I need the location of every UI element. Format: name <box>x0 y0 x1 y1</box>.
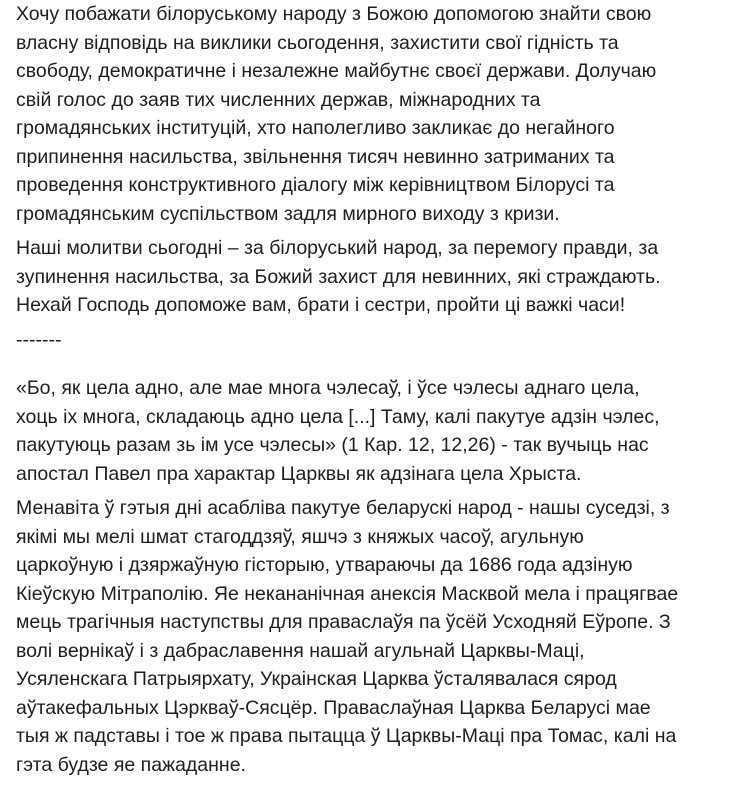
text-line: гэта будзе яе пажаданне. <box>16 753 246 776</box>
text-line: пакутуюць разам зь ім усе чэлесы» (1 Кар. 12, 12,26) - так вучыць нас <box>16 434 649 456</box>
paragraph-belarusian-quote <box>16 374 744 488</box>
text-line: свій голос до заяв тих численних держав, міжнародних та <box>16 88 541 111</box>
paragraph-ukrainian-wishes <box>16 0 744 228</box>
text-line: громадянським суспільством задля мирного виходу з кризи. <box>16 202 560 225</box>
text-line: зупинення насильства, за Божий захист для невинних, які страждають. <box>16 265 661 288</box>
text-line: тыя ж падставы і тое ж права пытацца ў Царквы-Маці пра Томас, калі на <box>16 725 677 747</box>
text-line: Менавіта ў гэтыя дні асабліва пакутуе беларускі народ - нашы суседзі, з <box>16 497 670 519</box>
post-body <box>16 0 744 785</box>
text-line: громадянських інституцій, хто наполегливо закликає до негайного <box>16 117 615 139</box>
text-line: якімі мы мелі шмат стагоддзяў, яшчэ з княжых часоў, агульную <box>16 525 584 548</box>
text-line: апостал Павел пра характар Царквы як адзінага цела Хрыста. <box>16 462 582 485</box>
text-line: аўтакефальных Цэркваў-Сясцёр. Праваслаўная Царква Беларусі мае <box>16 696 651 719</box>
text-line: «Бо, як цела адно, але мае многа чэлесаў, і ўсе чэлесы аднаго цела, <box>16 377 640 399</box>
text-line: проведення конструктивного діалогу між керівництвом Білорусі та <box>16 174 615 196</box>
text-line: хоць іх многа, складаюць адно цела [...] Таму, калі пакутуе адзін чэлес, <box>16 405 660 428</box>
text-line: царкоўную і дзяржаўную гісторыю, утвараючы да 1686 года адзіную <box>16 554 633 576</box>
paragraph-prayers <box>16 234 744 320</box>
text-line: свободу, демократичне і незалежне майбутнє своєї держави. Долучаю <box>16 60 657 82</box>
text-line: Усяленскага Патрыярхату, Украінская Царква ўсталявалася сярод <box>16 668 617 690</box>
separator <box>16 326 744 355</box>
text-line: мець трагічныя наступствы для праваслаўя па ўсёй Усходняй Еўропе. З <box>16 611 671 633</box>
separator-line: ------- <box>16 328 62 351</box>
paragraph-belarusian-church <box>16 494 744 779</box>
text-line: Хочу побажати білоруському народу з Божою допомогою знайти свою <box>16 3 652 25</box>
text-line: власну відповідь на виклики сьогодення, захистити свої гідність та <box>16 31 619 54</box>
text-line: припинення насильства, звільнення тисяч невинно затриманих та <box>16 145 615 168</box>
text-line: Наші молитви сьогодні – за білоруський народ, за перемогу правди, за <box>16 237 659 259</box>
text-line: Кіеўскую Мітраполію. Яе некананічная анексія Масквой мела і працягвае <box>16 582 679 605</box>
text-line: волі вернікаў і з дабраславення нашай агульнай Царквы-Маці, <box>16 639 585 662</box>
text-line: Нехай Господь допоможе вам, брати і сестри, пройти ці важкі часи! <box>16 294 626 316</box>
